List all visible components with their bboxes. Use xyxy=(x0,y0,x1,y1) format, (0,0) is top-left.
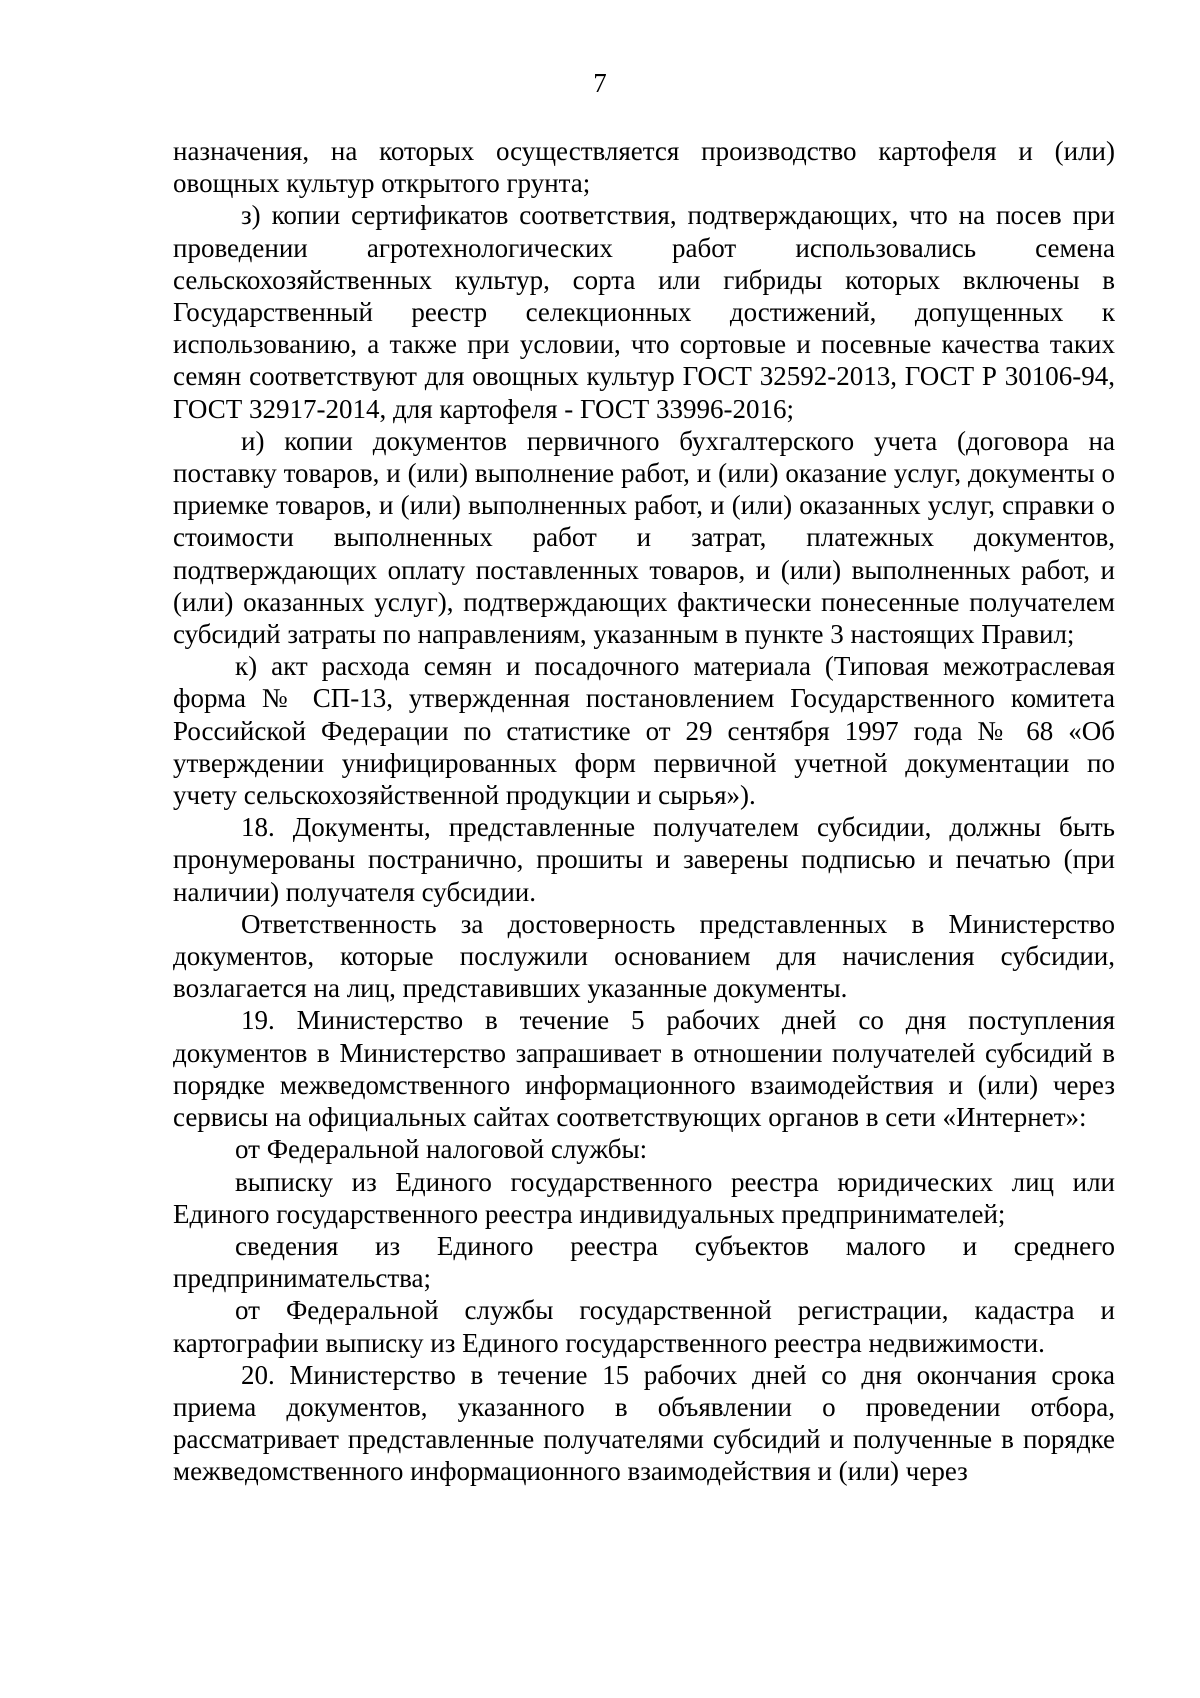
paragraph-egrul-extract: выписку из Единого государственного реестра юридических лиц или Единого государственного реестра индивидуальных предпринимателей; xyxy=(173,1166,1115,1229)
document-body xyxy=(173,135,1115,1488)
paragraph-continuation: назначения, на которых осуществляется производство картофеля и (или) овощных культур открытого грунта; xyxy=(173,136,1115,199)
paragraph-sme-register: сведения из Единого реестра субъектов малого и среднего предпринимательства; xyxy=(173,1230,1115,1294)
paragraph-clause-18: 18. Документы, представленные получателем субсидии, должны быть пронумерованы постранично, прошиты и заверены подписью и печатью (при наличии) получателя субсидии. xyxy=(173,812,1115,907)
paragraph-responsibility: Ответственность за достоверность представленных в Министерство документов, которые послужили основанием для начисления субсидии, возлагается на лиц, представивших указанные документы. xyxy=(173,908,1115,1004)
paragraph-item-k: к) акт расхода семян и посадочного материала (Типовая межотраслевая форма № СП-13, утвержденная постановлением Государственного комитета Российской Федерации по статистике от 29 сентября 1997 года № 68 «Об утверждении унифицированных форм первичной учетной документации по учету сельскохозяйственной продукции и сырья»). xyxy=(173,651,1115,811)
paragraph-clause-20: 20. Министерство в течение 15 рабочих дней со дня окончания срока приема документов, указанного в объявлении о проведении отбора, рассматривает представленные получателями субсидий и полученные в порядке межведомственного информационного взаимодействия и (или) через xyxy=(173,1359,1115,1487)
paragraph-tax-service: от Федеральной налоговой службы: xyxy=(235,1134,648,1165)
paragraph-clause-19: 19. Министерство в течение 5 рабочих дней со дня поступления документов в Министерство запрашивает в отношении получателей субсидий в порядке межведомственного информационного взаимодействия и (или) через сервисы на официальных сайтах соответствующих органов в сети «Интернет»: xyxy=(173,1005,1115,1133)
paragraph-item-i: и) копии документов первичного бухгалтерского учета (договора на поставку товаров, и (или) выполнение работ, и (или) оказание услуг, документы о приемке товаров, и (или) выполненных работ, и (или) оказанных услуг, справки о стоимости выполненных работ и затрат, платежных документов, подтверждающих оплату поставленных товаров, и (или) выполненных работ, и (или) оказанных услуг), подтверждающих фактически понесенные получателем субсидий затраты по направлениям, указанным в пункте 3 настоящих Правил; xyxy=(173,425,1115,650)
paragraph-item-z: з) копии сертификатов соответствия, подтверждающих, что на посев при проведении агротехнологических работ использовались семена сельскохозяйственных культур, сорта или гибриды которых включены в Государственный реестр селекционных достижений, допущенных к использованию, а также при условии, что сортовые и посевные качества таких семян соответствуют для овощных культур ГОСТ 32592-2013, ГОСТ Р 30106-94, ГОСТ 32917-2014, для картофеля - ГОСТ 33996-2016; xyxy=(173,200,1115,424)
paragraph-rosreestr: от Федеральной службы государственной регистрации, кадастра и картографии выписку из Единого государственного реестра недвижимости. xyxy=(173,1295,1115,1358)
page-number: 7 xyxy=(593,68,607,98)
